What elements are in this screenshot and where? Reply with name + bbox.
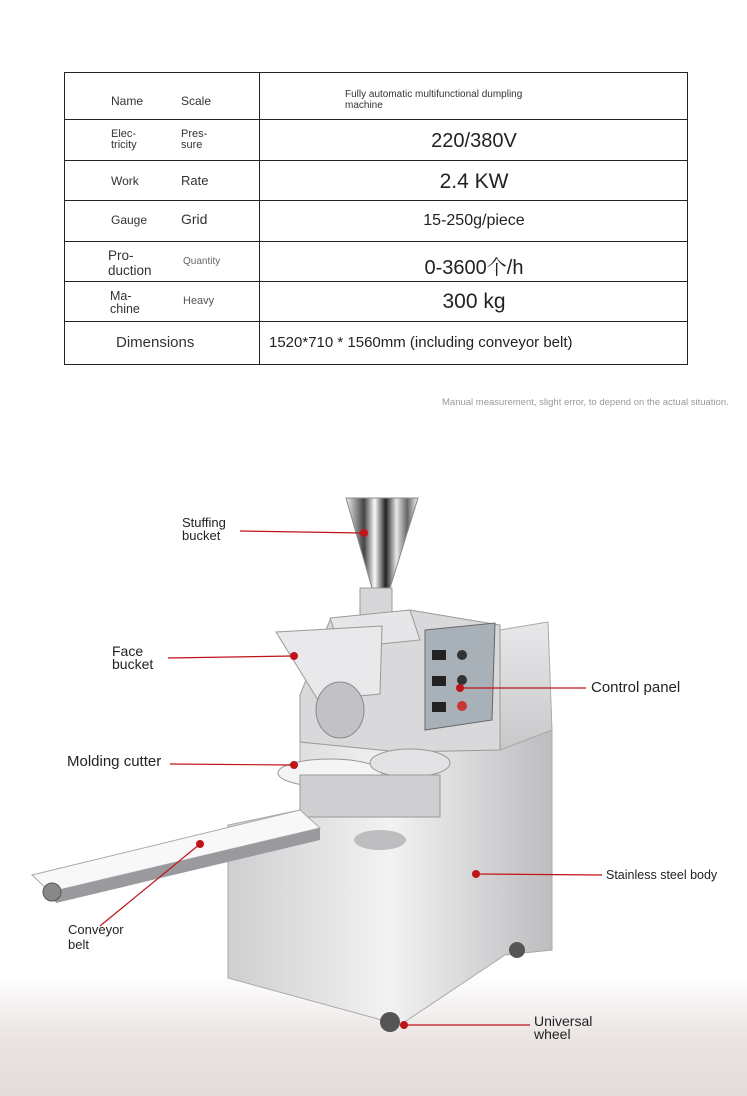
callout-stainless-body: Stainless steel body (606, 868, 718, 882)
row-value: 15-250g/piece (423, 212, 525, 229)
callout-control-panel: Control panel (591, 679, 681, 696)
row-label-b: Rate (181, 173, 209, 188)
row-value: 300 kg (442, 290, 506, 313)
row-label-a: Ma- chine (110, 289, 140, 316)
table-row (65, 201, 687, 242)
row-label-a: Elec- tricity (111, 128, 137, 151)
table-row (65, 242, 687, 282)
row-label-b: Grid (181, 211, 208, 227)
callout-stuffing-bucket: Stuffing bucket (182, 515, 226, 543)
row-value: 220/380V (431, 130, 517, 152)
header-name: Name (111, 94, 144, 108)
callout-conveyor-belt: Conveyor belt (68, 922, 124, 952)
table-header-row (65, 73, 687, 120)
row-value: 2.4 KW (439, 170, 509, 193)
row-label-b: Heavy (183, 295, 215, 307)
row-label-a: Pro- duction (108, 248, 152, 278)
table-row (65, 120, 687, 161)
row-value: 0-3600个/h (424, 257, 524, 279)
callout-face-bucket: Face bucket (112, 643, 154, 672)
row-label-b: Quantity (183, 256, 221, 267)
table-row (65, 322, 687, 364)
table-row (65, 282, 687, 322)
spec-table (64, 72, 688, 365)
row-value: 1520*710 * 1560mm (including conveyor belt) (269, 334, 573, 351)
measurement-note: Manual measurement, slight error, to depend on the actual situation. (442, 397, 729, 408)
callout-universal-wheel: Universal wheel (534, 1013, 593, 1042)
callout-molding-cutter: Molding cutter (67, 753, 162, 770)
row-label-a: Dimensions (116, 334, 195, 351)
row-label-a: Work (111, 174, 139, 188)
row-label-a: Gauge (111, 213, 148, 227)
header-scale: Scale (181, 94, 212, 108)
row-label-b: Pres- sure (181, 128, 208, 151)
header-value: Fully automatic multifunctional dumpling machine (345, 89, 523, 111)
table-row (65, 161, 687, 201)
